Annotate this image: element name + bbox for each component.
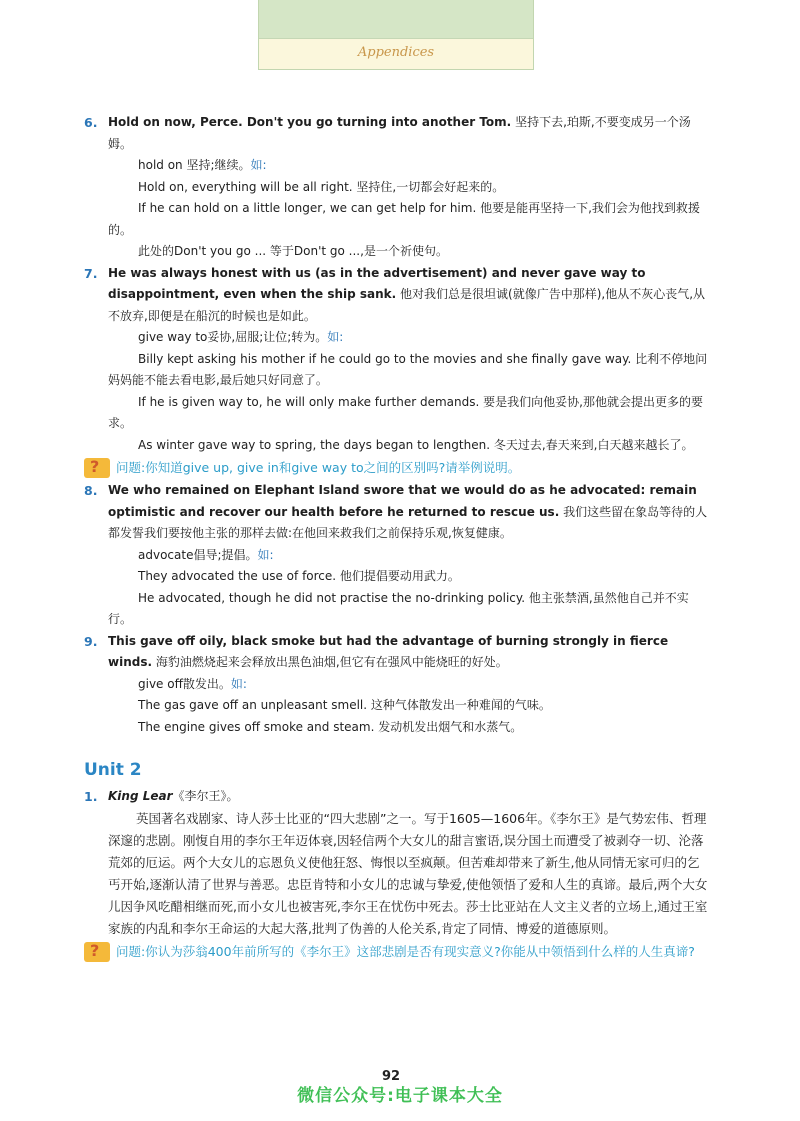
example-sentence: As winter gave way to spring, the days began to lengthen. 冬天过去,春天来到,白天越来越长了。: [138, 437, 694, 452]
work-title: King Lear: [108, 789, 173, 803]
item-translation: 坚持下去,珀斯,不要变成另一个汤姆。: [108, 115, 691, 151]
work-title-zh: 《李尔王》。: [172, 789, 239, 803]
note-item-9: [84, 631, 709, 739]
example-lead: 如:: [257, 547, 274, 562]
item-number: 1.: [84, 789, 98, 804]
item-quote: We who remained on Elephant Island swore that we would do as he advocated: remain optimistic and recover our health before he returned to rescue us.: [108, 483, 697, 519]
item-translation: 我们这些留在象岛等待的人都发誓我们要按他主张的那样去做:在他回来救我们之前保持乐观,恢复健康。: [108, 504, 708, 540]
phrase-definition: hold on 坚持;继续。: [138, 158, 251, 172]
header-tab: [258, 0, 534, 70]
item-number: 7.: [84, 265, 98, 281]
example-lead: 如:: [230, 676, 247, 691]
phrase-definition: give way to妥协,屈服;让位;转为。: [138, 330, 328, 344]
question-text: 问题:你知道give up, give in和give way to之间的区别吗?请举例说明。: [116, 460, 521, 475]
item-translation: 他对我们总是很坦诚(就像广告中那样),他从不灰心丧气,从不放弃,即便是在船沉的时候也是如此。: [108, 287, 706, 323]
example-sentence: The gas gave off an unpleasant smell. 这种气体散发出一种难闻的气味。: [138, 698, 551, 712]
item-number: 9.: [84, 633, 98, 649]
work-description: 英国著名戏剧家、诗人莎士比亚的“四大悲剧”之一。写于1605—1606年。《李尔王》是气势宏伟、哲理深邃的悲剧。刚愎自用的李尔王年迈体衰,因轻信两个大女儿的甜言蜜语,误分国土而遭受了被剥夺一切、沦落荒郊的厄运。两个大女儿的忘恩负义使他狂怒、悔恨以至疯颠。但苦难却带来了新生,他从同情无家可归的乞丐开始,逐渐认清了世界与善恶。忠臣肯特和小女儿的忠诚与挚爱,使他领悟了爱和人生的真谛。最后,两个大女儿因争风吃醋相继而死,而小女儿也被害死,李尔王在忧伤中死去。莎士比亚站在人文主义者的立场上,通过王室家族的内乱和李尔王命运的大起大落,批判了伪善的人伦关系,肯定了同情、博爱的道德原则。: [108, 810, 708, 936]
example-sentence: Hold on, everything will be all right. 坚持住,一切都会好起来的。: [138, 179, 505, 194]
example-lead: 如:: [327, 330, 344, 344]
example-sentence: If he is given way to, he will only make further demands. 要是我们向他妥协,那他就会提出更多的要求。: [108, 394, 703, 430]
example-lead: 如:: [250, 158, 267, 172]
usage-note: 此处的Don't you go ... 等于Don't go ...,是一个祈使句。: [138, 244, 448, 258]
question-text: 问题:你认为莎翁400年前所写的《李尔王》这部悲剧是否有现实意义?你能从中领悟到什么样的人生真谛?: [116, 943, 695, 959]
item-number: 8.: [84, 483, 98, 498]
question-prompt: [84, 942, 709, 962]
unit-heading: Unit 2: [84, 760, 142, 780]
note-item-6: [84, 112, 709, 263]
phrase-definition: advocate倡导;提倡。: [138, 547, 258, 562]
note-item-8: [84, 480, 709, 631]
example-sentence: If he can hold on a little longer, we can get help for him. 他要是能再坚持一下,我们会为他找到救援的。: [108, 201, 700, 237]
question-prompt: [84, 458, 709, 478]
example-sentence: He advocated, though he did not practise the no-drinking policy. 他主张禁酒,虽然他自己并不实行。: [108, 590, 689, 626]
item-translation: 海豹油燃烧起来会释放出黑色油烟,但它有在强风中能烧旺的好处。: [155, 655, 508, 669]
question-mark-icon: ?: [84, 942, 110, 962]
note-item-7: [84, 263, 709, 457]
question-mark-icon: ?: [84, 458, 110, 478]
example-sentence: The engine gives off smoke and steam. 发动机发出烟气和水蒸气。: [138, 719, 523, 734]
item-number: 6.: [84, 115, 98, 130]
section-label: Appendices: [357, 45, 435, 60]
item-quote: He was always honest with us (as in the advertisement) and never gave way to disappointment, even when the ship sank.: [108, 265, 646, 301]
example-sentence: Billy kept asking his mother if he could go to the movies and she finally gave way. 比利不停地问妈妈能不能去看电影,最后她只好同意了。: [108, 351, 708, 387]
page-content: [84, 112, 709, 964]
item-quote: Hold on now, Perce. Don't you go turning into another Tom.: [108, 115, 512, 129]
note-item-unit2-1: [84, 786, 709, 940]
phrase-definition: give off散发出。: [138, 676, 231, 691]
page-number: 92: [382, 1069, 401, 1084]
watermark-text: 微信公众号:电子课本大全: [297, 1086, 503, 1106]
example-sentence: They advocated the use of force. 他们提倡要动用武力。: [138, 569, 460, 583]
item-quote: This gave off oily, black smoke but had the advantage of burning strongly in fierce winds.: [108, 633, 669, 669]
